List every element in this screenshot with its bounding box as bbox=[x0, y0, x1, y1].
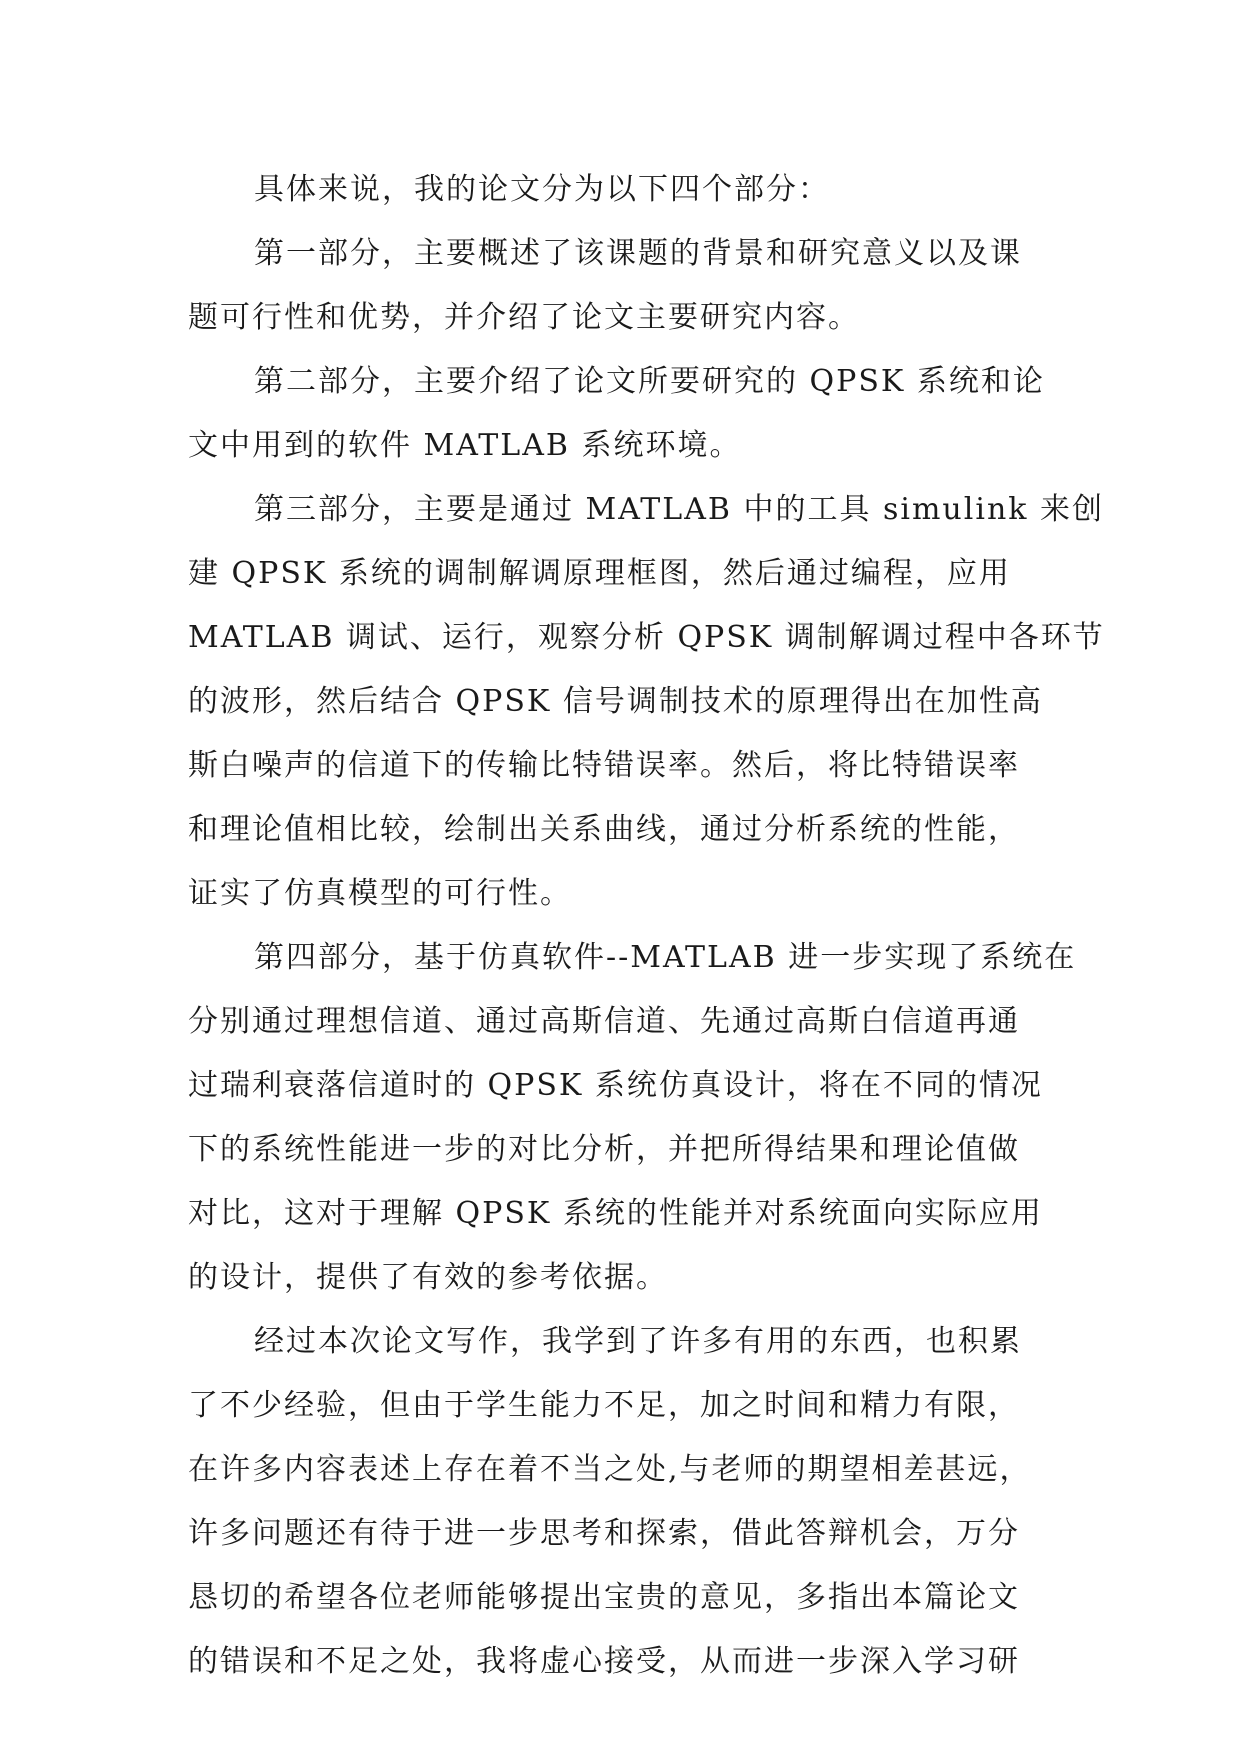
paragraph-part4-line: 过瑞利衰落信道时的 QPSK 系统仿真设计，将在不同的情况 bbox=[188, 1068, 1043, 1103]
body-text bbox=[188, 158, 1105, 1694]
paragraph-part2-line: 第二部分，主要介绍了论文所要研究的 QPSK 系统和论 bbox=[254, 364, 1045, 399]
paragraph-part4-line: 分别通过理想信道、通过高斯信道、先通过高斯白信道再通 bbox=[188, 1004, 1020, 1039]
paragraph-part1-line: 第一部分，主要概述了该课题的背景和研究意义以及课 bbox=[254, 236, 1022, 271]
paragraph-conclusion-line: 恳切的希望各位老师能够提出宝贵的意见，多指出本篇论文 bbox=[188, 1580, 1020, 1615]
paragraph-part3-line: 和理论值相比较，绘制出关系曲线，通过分析系统的性能， bbox=[188, 812, 1020, 847]
paragraph-part4-line: 的设计，提供了有效的参考依据。 bbox=[188, 1260, 668, 1295]
paragraph-part3-line: 第三部分，主要是通过 MATLAB 中的工具 simulink 来创 bbox=[254, 492, 1104, 527]
paragraph-part3-line: 的波形，然后结合 QPSK 信号调制技术的原理得出在加性高 bbox=[188, 684, 1043, 719]
paragraph-conclusion-line: 在许多内容表述上存在着不当之处,与老师的期望相差甚远， bbox=[188, 1452, 1032, 1487]
paragraph-part3-line: 证实了仿真模型的可行性。 bbox=[188, 876, 572, 911]
paragraph-conclusion-line: 的错误和不足之处，我将虚心接受，从而进一步深入学习研 bbox=[188, 1644, 1020, 1679]
paragraph-part4-line: 下的系统性能进一步的对比分析，并把所得结果和理论值做 bbox=[188, 1132, 1020, 1167]
paragraph-part3-line: MATLAB 调试、运行，观察分析 QPSK 调制解调过程中各环节 bbox=[188, 620, 1105, 655]
paragraph-conclusion-line: 许多问题还有待于进一步思考和探索，借此答辩机会，万分 bbox=[188, 1516, 1020, 1551]
paragraph-part2-line: 文中用到的软件 MATLAB 系统环境。 bbox=[188, 428, 742, 463]
paragraph-conclusion-line: 经过本次论文写作，我学到了许多有用的东西，也积累 bbox=[254, 1324, 1022, 1359]
paragraph-intro-line: 具体来说，我的论文分为以下四个部分： bbox=[254, 172, 830, 207]
paragraph-part1-line: 题可行性和优势，并介绍了论文主要研究内容。 bbox=[188, 300, 860, 335]
paragraph-conclusion-line: 了不少经验，但由于学生能力不足，加之时间和精力有限， bbox=[188, 1388, 1020, 1423]
paragraph-part4-line: 对比，这对于理解 QPSK 系统的性能并对系统面向实际应用 bbox=[188, 1196, 1043, 1231]
paragraph-part3-line: 建 QPSK 系统的调制解调原理框图，然后通过编程，应用 bbox=[188, 556, 1011, 591]
paragraph-part4-line: 第四部分，基于仿真软件--MATLAB 进一步实现了系统在 bbox=[254, 940, 1077, 975]
paragraph-part3-line: 斯白噪声的信道下的传输比特错误率。然后，将比特错误率 bbox=[188, 748, 1020, 783]
